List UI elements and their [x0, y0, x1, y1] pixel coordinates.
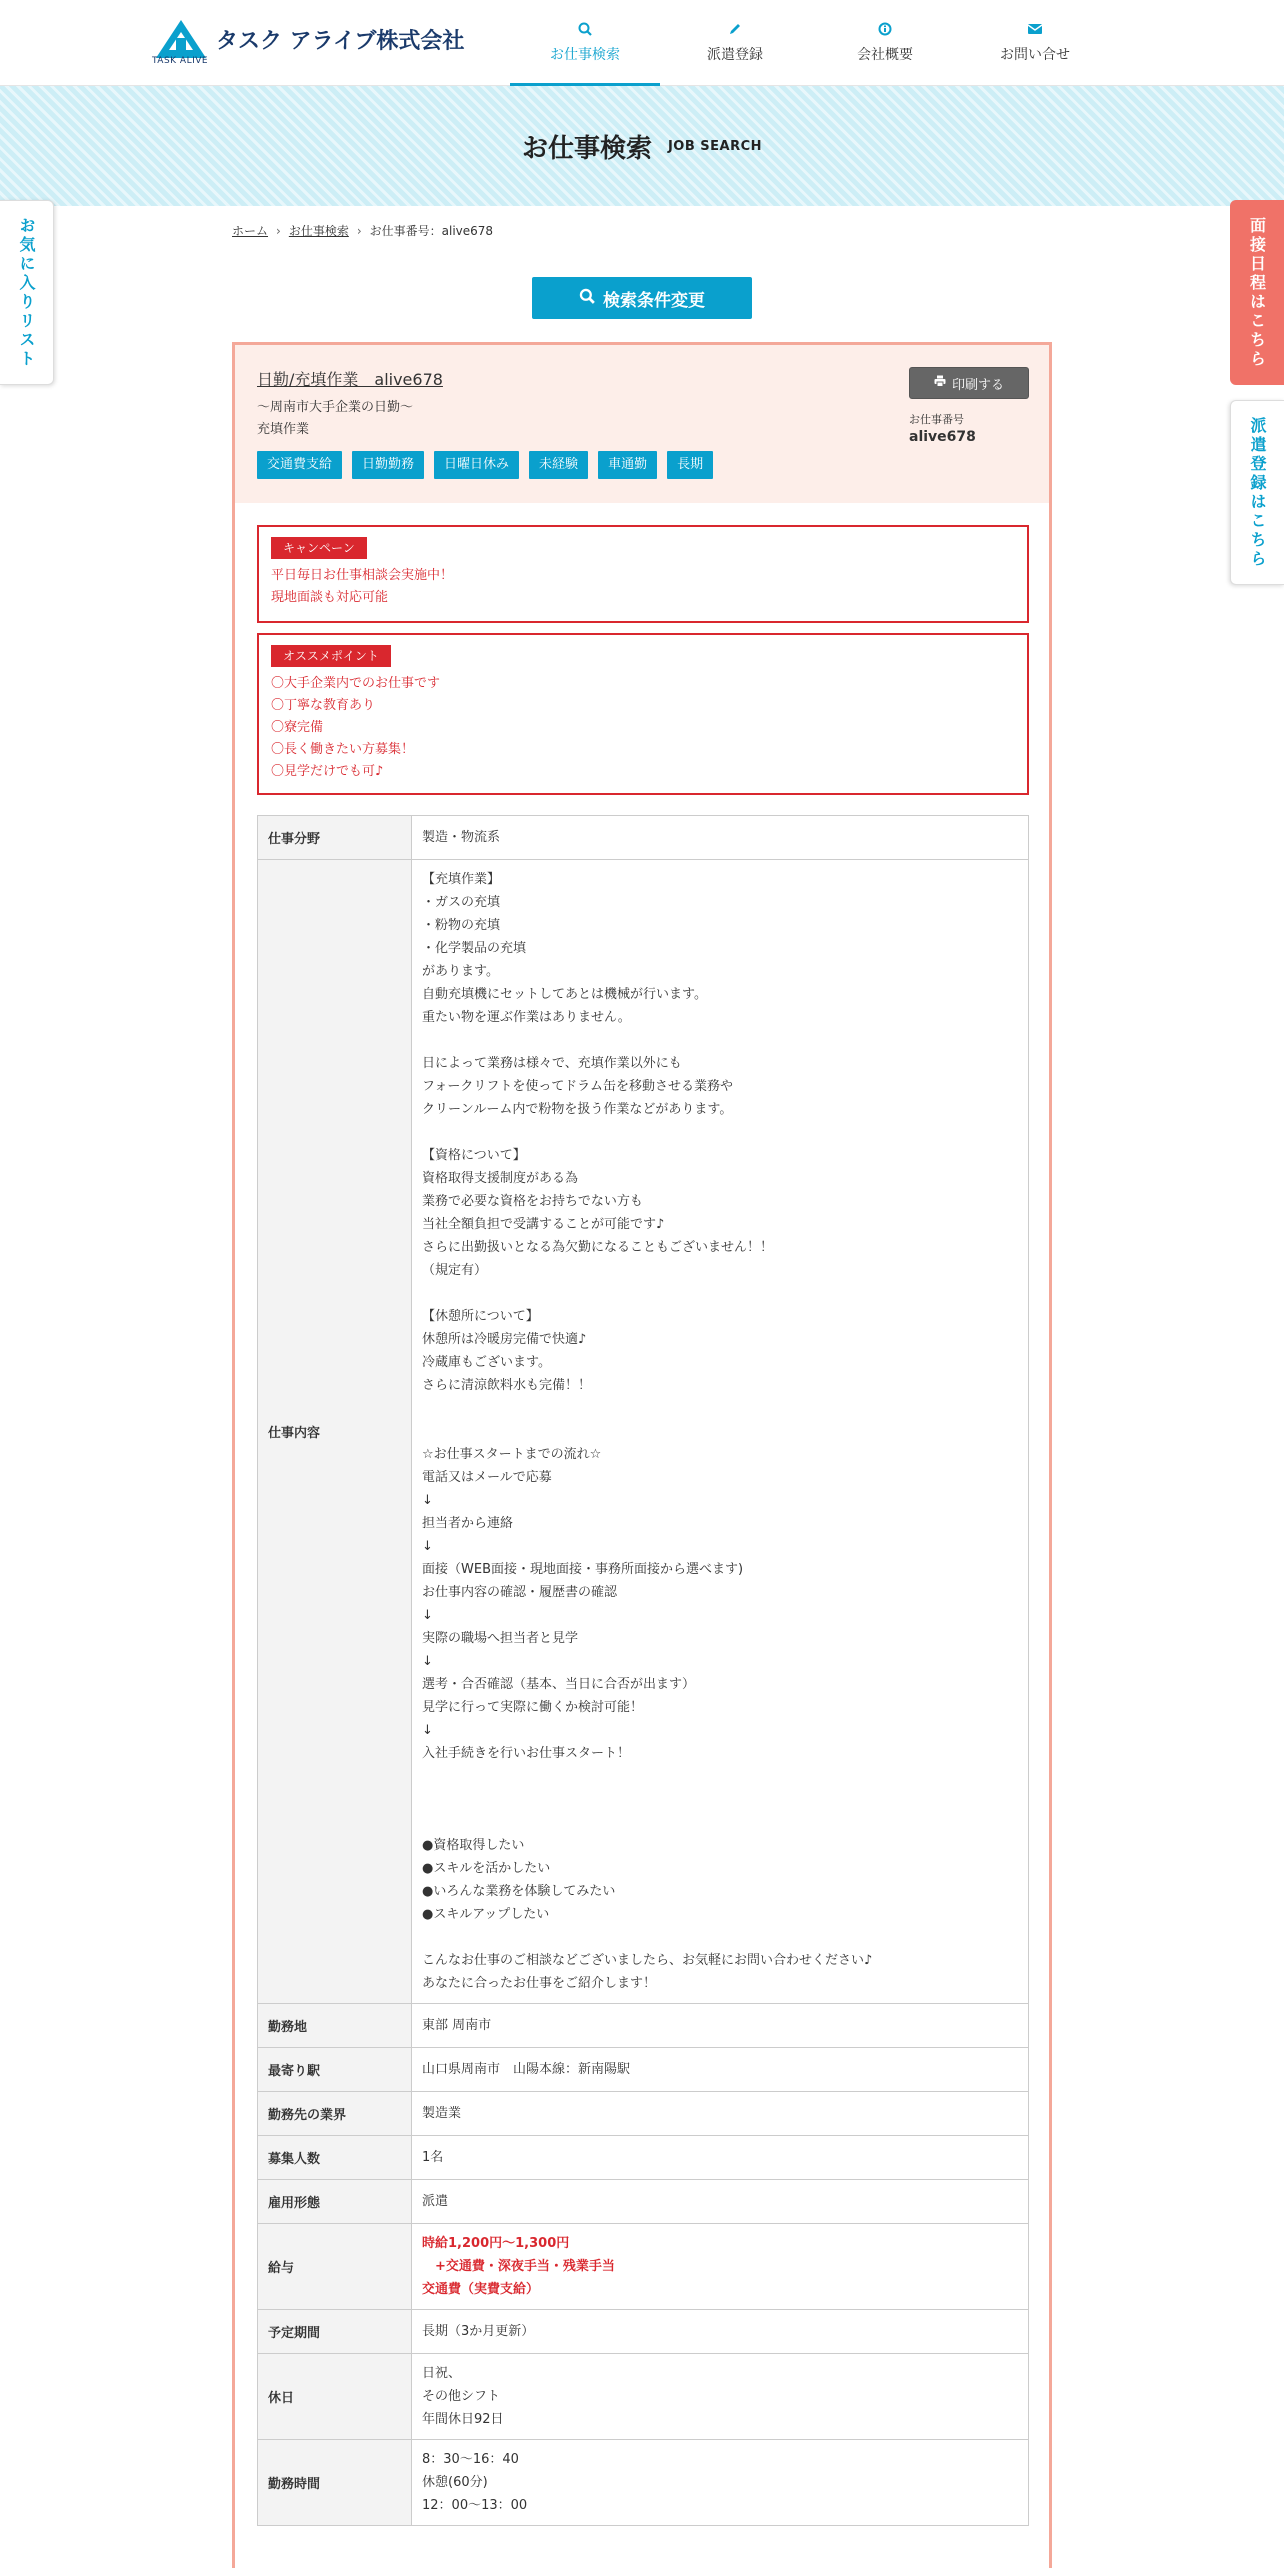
job-subtitle-line: ～周南市大手企業の日勤～ [257, 400, 414, 415]
recommend-box [257, 633, 1029, 795]
info-circle-icon [878, 22, 892, 38]
recommend-text: 〇大手企業内でのお仕事です 〇丁寧な教育あり 〇寮完備 〇長く働きたい方募集！ 〇見学だけでも可♪ [271, 676, 441, 779]
job-tag: 日勤勤務 [352, 451, 424, 479]
table-row [258, 2136, 1029, 2180]
row-label: 雇用形態 [258, 2180, 412, 2224]
table-row [258, 816, 1029, 860]
table-row [258, 2440, 1029, 2526]
table-row [258, 860, 1029, 2004]
nav-label: 派遣登録 [707, 47, 763, 63]
job-card-header [235, 345, 1049, 503]
row-label: 仕事分野 [258, 816, 412, 860]
row-value: 日祝、 その他シフト 年間休日92日 [412, 2354, 1029, 2440]
envelope-icon [1027, 22, 1043, 38]
favorites-list-tab[interactable] [0, 200, 54, 385]
row-value: 派遣 [412, 2180, 1029, 2224]
page-title: お仕事検索 [521, 133, 652, 164]
job-subtitle-line: 充填作業 [257, 422, 310, 437]
row-label: 勤務時間 [258, 2440, 412, 2526]
row-value: 時給1,200円～1,300円 +交通費・深夜手当・残業手当 交通費（実費支給） [412, 2224, 1029, 2310]
page-title-en: JOB SEARCH [667, 138, 763, 154]
row-label: 募集人数 [258, 2136, 412, 2180]
register-label: 派遣登録はこちら [1248, 416, 1267, 569]
job-card [232, 342, 1052, 2568]
change-search-button[interactable] [532, 277, 752, 319]
nav-contact[interactable] [960, 0, 1110, 86]
nav-label: お仕事検索 [550, 47, 620, 63]
nav-label: 会社概要 [857, 47, 913, 63]
row-label: 仕事内容 [258, 860, 412, 2004]
job-number-value: alive678 [909, 429, 976, 445]
job-number-label: お仕事番号 [909, 413, 964, 426]
chevron-right-icon: › [356, 223, 362, 238]
chevron-right-icon: › [276, 223, 281, 238]
interview-label: 面接日程はこちら [1247, 216, 1267, 369]
job-tag: 未経験 [529, 451, 588, 479]
row-value: 製造業 [412, 2092, 1029, 2136]
nav-company[interactable] [810, 0, 960, 86]
table-row [258, 2180, 1029, 2224]
pencil-icon [728, 22, 742, 38]
row-label: 休日 [258, 2354, 412, 2440]
print-label: 印刷する [951, 377, 1004, 393]
row-value: 東部 周南市 [412, 2004, 1029, 2048]
row-label: 予定期間 [258, 2310, 412, 2354]
printer-icon [934, 375, 946, 391]
search-icon [579, 288, 595, 309]
job-title[interactable]: 日勤/充填作業 alive678 [257, 370, 443, 389]
table-row [258, 2048, 1029, 2092]
recommend-label: オススメポイント [271, 645, 391, 667]
dispatch-register-tab[interactable] [1230, 400, 1284, 585]
page-title-banner [0, 86, 1284, 206]
job-subtitle [257, 397, 413, 441]
nav-label: お問い合せ [1000, 47, 1070, 63]
main-nav [510, 0, 1110, 86]
job-tag: 日曜日休み [434, 451, 519, 479]
logo-subtext: TASK ALIVE [152, 56, 209, 66]
row-value: 【充填作業】 ・ガスの充填 ・粉物の充填 ・化学製品の充填 があります。 自動充填機にセットしてあとは機械が行います。 重たい物を運ぶ作業はありません。 日によって業務は様々で、充填作業以外にも フォークリフトを使ってドラム缶を移動させる業務や クリーンルーム内で粉物を扱う作業などがあります。 【資格について】 資格取得支援制度がある為 業務で必要な資格をお持ちでない方も 当社全額負担で受講することが可能です♪ さらに出勤扱いとなる為欠勤になることもございません！！ （規定有） 【休憩所について】 休憩所は冷暖房完備で快適♪ 冷蔵庫もございます。 さらに清涼飲料水も完備！！ ☆お仕事スタートまでの流れ☆ 電話又はメールで応募 ↓ 担当者から連絡 ↓ 面接（WEB面接・現地面接・事務所面接から選べます) お仕事内容の確認・履歴書の確認 ↓ 実際の職場へ担当者と見学 ↓ 選考・合否確認（基本、当日に合否が出ます） 見学に行って実際に働くか検討可能！ ↓ 入社手続きを行いお仕事スタート！ ●資格取得したい ●スキルを活かしたい ●いろんな業務を体験してみたい ●スキルアップしたい こんなお仕事のご相談などございましたら、お気軽にお問い合わせください♪ あなたに合ったお仕事をご紹介します！ [412, 860, 1029, 2004]
breadcrumb-job-search[interactable]: お仕事検索 [288, 224, 349, 238]
campaign-box [257, 525, 1029, 623]
row-label: 勤務先の業界 [258, 2092, 412, 2136]
row-label: 勤務地 [258, 2004, 412, 2048]
row-label: 最寄り駅 [258, 2048, 412, 2092]
site-header [0, 0, 1284, 86]
interview-schedule-tab[interactable] [1230, 200, 1284, 385]
campaign-label: キャンペーン [271, 537, 367, 559]
print-button[interactable] [909, 367, 1029, 399]
favorites-label: お気に入りリスト [17, 216, 36, 369]
logo-mark-icon [156, 20, 206, 58]
job-detail-table [257, 815, 1029, 2526]
breadcrumb-current: お仕事番号：alive678 [369, 224, 494, 238]
row-value: 長期（3か月更新） [412, 2310, 1029, 2354]
breadcrumb [232, 222, 493, 239]
breadcrumb-home[interactable]: ホーム [232, 224, 269, 238]
logo-company-name: タスク アライブ株式会社 [216, 29, 465, 54]
job-tag: 車通勤 [598, 451, 657, 479]
row-value: 山口県周南市 山陽本線：新南陽駅 [412, 2048, 1029, 2092]
search-icon [578, 22, 592, 38]
table-row [258, 2004, 1029, 2048]
job-tags [257, 451, 723, 479]
nav-register[interactable] [660, 0, 810, 86]
change-search-label: 検索条件変更 [603, 290, 705, 311]
row-value: 製造・物流系 [412, 816, 1029, 860]
job-tag: 長期 [667, 451, 713, 479]
table-row [258, 2224, 1029, 2310]
table-row [258, 2092, 1029, 2136]
row-label: 給与 [258, 2224, 412, 2310]
row-value: 8：30～16：40 休憩(60分) 12：00～13：00 [412, 2440, 1029, 2526]
row-value: 1名 [412, 2136, 1029, 2180]
campaign-text: 平日毎日お仕事相談会実施中！ 現地面談も対応可能 [271, 568, 454, 605]
company-logo[interactable] [152, 18, 465, 70]
job-tag: 交通費支給 [257, 451, 342, 479]
table-row [258, 2310, 1029, 2354]
table-row [258, 2354, 1029, 2440]
nav-job-search[interactable] [510, 0, 660, 86]
